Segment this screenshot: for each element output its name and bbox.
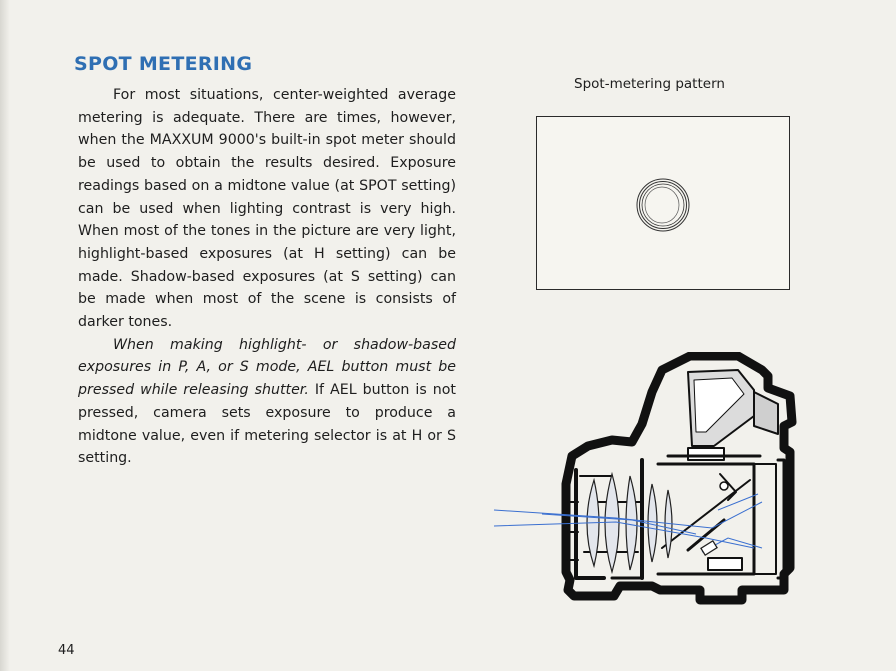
spot-circle-icon: [617, 159, 709, 251]
note-italic: When making highlight- or shadow-based exposures in P, A, or S mode, AEL button must be pressed while releasing shutter.: [78, 336, 456, 399]
paragraph-intro: For most situations, center-weighted average metering is adequate. There are times, however, when the MAXXUM 9000's built-in spot meter should be used to obtain the results desired. Exposure readings based on a midtone value (at SPOT setting) can be used when lighting contrast is very high. When most of the tones in the picture are very light, highlight-based exposures (at H setting) can be made. Shadow-based exposures (at S setting) can be made when most of the scene is consists of darker tones.: [78, 87, 456, 331]
camera-cross-section-diagram: [492, 352, 822, 630]
figure-caption: Spot-metering pattern: [574, 76, 725, 92]
camera-body-outline: [566, 356, 792, 600]
metering-sensor-icon: [701, 541, 717, 555]
note-rest: If AEL button is not pressed, camera sets exposure to produce a midtone value, even if metering selector is at H or S setting.: [78, 382, 456, 467]
paragraph-note: [78, 334, 456, 470]
body-text: [78, 84, 456, 470]
section-heading: SPOT METERING: [74, 53, 253, 75]
viewfinder-frame: [536, 116, 790, 290]
binding-edge: [0, 0, 10, 671]
page-number: 44: [58, 643, 75, 658]
